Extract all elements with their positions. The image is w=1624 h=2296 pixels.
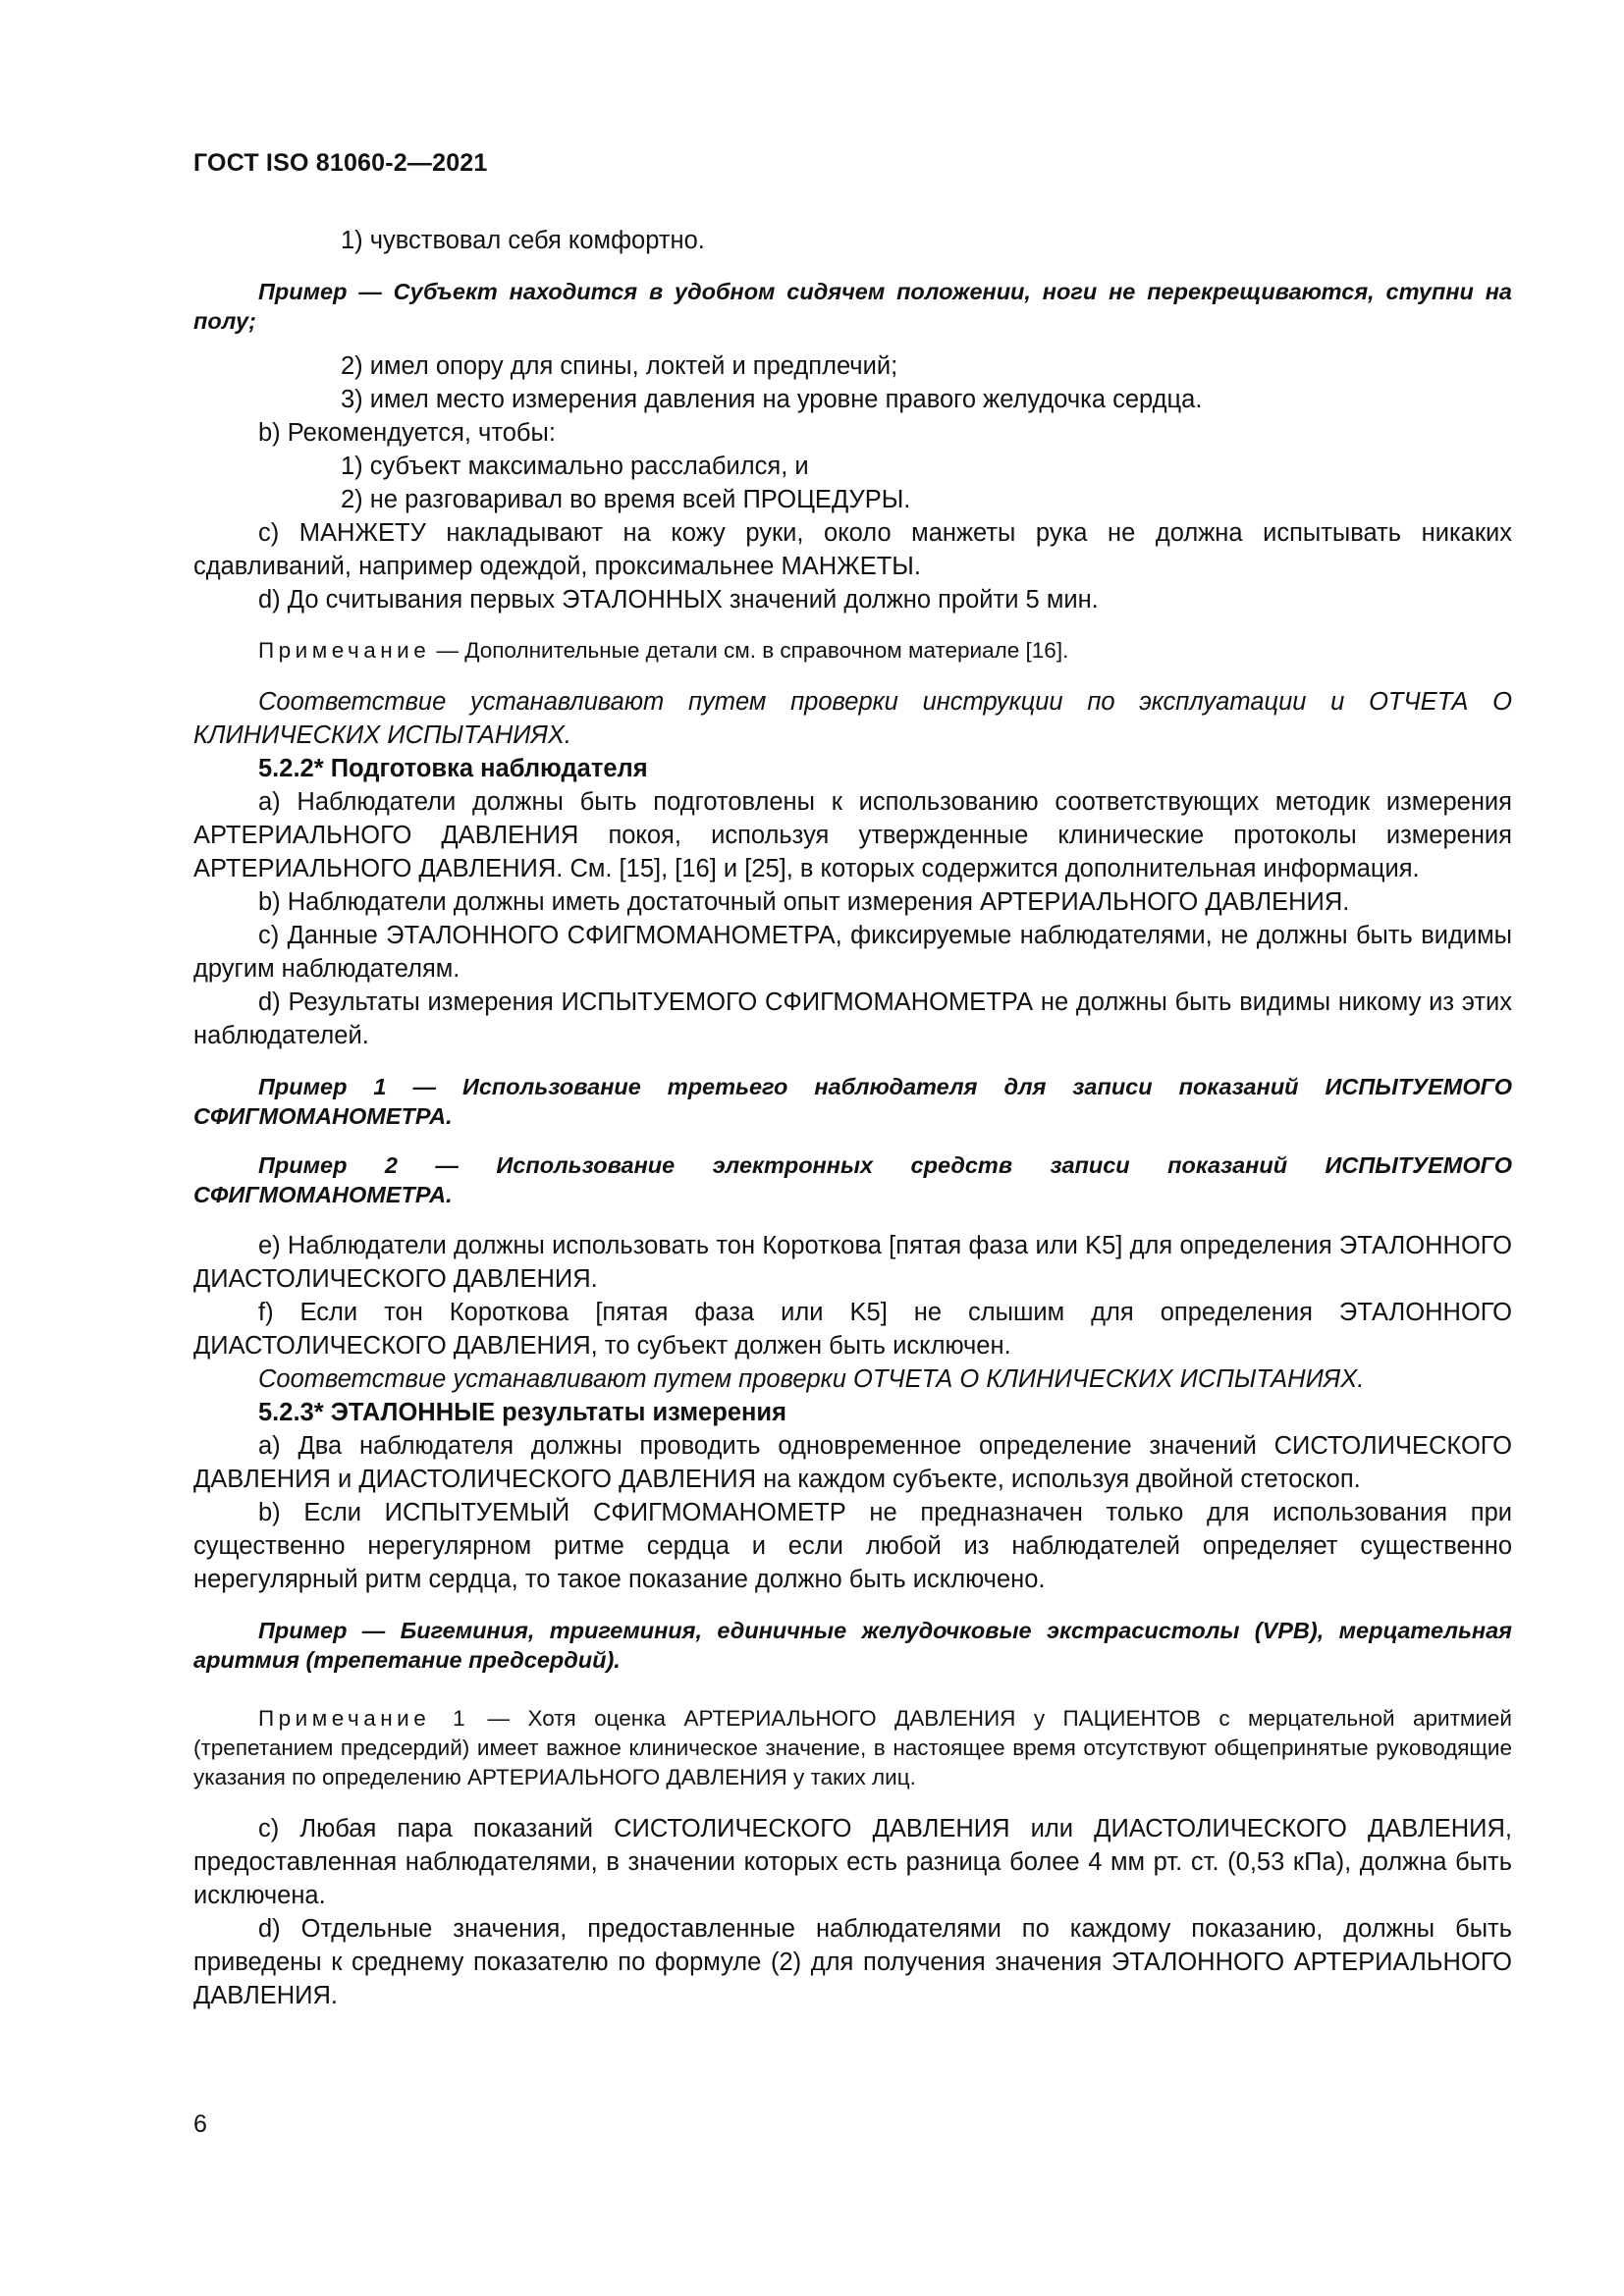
section-heading: 5.2.2* Подготовка наблюдателя (258, 755, 648, 782)
document-body (193, 224, 1512, 2012)
paragraph: d) До считывания первых ЭТАЛОННЫХ значений должно пройти 5 мин. (258, 586, 1099, 614)
paragraph: f) Если тон Короткова [пятая фаза или K5] не слышим для определения ЭТАЛОННОГО ДИАСТОЛИЧЕСКОГО ДАВЛЕНИЯ, то субъект должен быть исключен. (193, 1299, 1512, 1360)
paragraph: b) Если ИСПЫТУЕМЫЙ СФИГМОМАНОМЕТР не предназначен только для использования при существенно нерегулярном ритме сердца и если любой из наблюдателей определяет существенно нерегулярный ритм сердца, то такое показание должно быть исключено. (193, 1499, 1512, 1593)
example-text: Пример 2 — Использование электронных средств записи показаний ИСПЫТУЕМОГО СФИГМОМАНОМЕТРА. (193, 1152, 1512, 1207)
paragraph: c) МАНЖЕТУ накладывают на кожу руки, около манжеты рука не должна испытывать никаких сдавливаний, например одеждой, проксимальнее МАНЖЕТЫ. (193, 519, 1512, 580)
list-item: 1) чувствовал себя комфортно. (341, 227, 705, 254)
note-text: — Дополнительные детали см. в справочном материале [16]. (430, 638, 1069, 663)
note-text: — Хотя оценка АРТЕРИАЛЬНОГО ДАВЛЕНИЯ у ПАЦИЕНТОВ с мерцательной аритмией (трепетанием предсердий) имеет важное клиническое значение, в настоящее время отсутствуют общепринятые руководящие указания по определению АРТЕРИАЛЬНОГО ДАВЛЕНИЯ у таких лиц. (193, 1706, 1513, 1789)
paragraph: c) Данные ЭТАЛОННОГО СФИГМОМАНОМЕТРА, фиксируемые наблюдателями, не должны быть видимы другим наблюдателям. (193, 922, 1512, 983)
paragraph: c) Любая пара показаний СИСТОЛИЧЕСКОГО ДАВЛЕНИЯ или ДИАСТОЛИЧЕСКОГО ДАВЛЕНИЯ, предоставленная наблюдателями, в значении которых есть разница более 4 мм рт. ст. (0,53 кПа), должна быть исключена. (193, 1815, 1512, 1909)
document-id-header: ГОСТ ISO 81060-2—2021 (193, 149, 488, 177)
list-item: b) Рекомендуется, чтобы: (258, 419, 556, 447)
example-text: Пример — Субъект находится в удобном сидячем положении, ноги не перекрещиваются, ступни на полу; (193, 279, 1512, 334)
compliance-text: Соответствие устанавливают путем проверки ОТЧЕТА О КЛИНИЧЕСКИХ ИСПЫТАНИЯХ. (258, 1365, 1365, 1393)
paragraph: a) Два наблюдателя должны проводить одновременное определение значений СИСТОЛИЧЕСКОГО ДАВЛЕНИЯ и ДИАСТОЛИЧЕСКОГО ДАВЛЕНИЯ на каждом субъекте, используя двойной стетоскоп. (193, 1432, 1512, 1493)
paragraph: b) Наблюдатели должны иметь достаточный опыт измерения АРТЕРИАЛЬНОГО ДАВЛЕНИЯ. (258, 888, 1350, 916)
compliance-text: Соответствие устанавливают путем проверки инструкции по эксплуатации и ОТЧЕТА О КЛИНИЧЕСКИХ ИСПЫТАНИЯХ. (193, 688, 1512, 749)
example-text: Пример — Бигеминия, тригеминия, единичные желудочковые экстрасистолы (VPB), мерцательная аритмия (трепетание предсердий). (193, 1618, 1512, 1673)
section-heading: 5.2.3* ЭТАЛОННЫЕ результаты измерения (258, 1399, 786, 1426)
note-label: Примечание 1 (258, 1706, 470, 1731)
page-number: 6 (193, 2110, 207, 2138)
paragraph: d) Результаты измерения ИСПЫТУЕМОГО СФИГМОМАНОМЕТРА не должны быть видимы никому из этих наблюдателей. (193, 988, 1512, 1049)
note-label: Примечание (258, 638, 431, 663)
list-item: 2) имел опору для спины, локтей и предплечий; (341, 352, 898, 380)
note (193, 636, 1512, 666)
paragraph: d) Отдельные значения, предоставленные наблюдателями по каждому показанию, должны быть приведены к среднему показателю по формуле (2) для получения значения ЭТАЛОННОГО АРТЕРИАЛЬНОГО ДАВЛЕНИЯ. (193, 1915, 1512, 2009)
paragraph: a) Наблюдатели должны быть подготовлены к использованию соответствующих методик измерения АРТЕРИАЛЬНОГО ДАВЛЕНИЯ покоя, используя утвержденные клинические протоколы измерения АРТЕРИАЛЬНОГО ДАВЛЕНИЯ. См. [15], [16] и [25], в которых содержится дополнительная информация. (193, 788, 1512, 882)
example-text: Пример 1 — Использование третьего наблюдателя для записи показаний ИСПЫТУЕМОГО СФИГМОМАНОМЕТРА. (193, 1074, 1512, 1129)
paragraph: e) Наблюдатели должны использовать тон Короткова [пятая фаза или K5] для определения ЭТАЛОННОГО ДИАСТОЛИЧЕСКОГО ДАВЛЕНИЯ. (193, 1232, 1512, 1293)
list-item: 3) имел место измерения давления на уровне правого желудочка сердца. (341, 386, 1203, 413)
list-item: 2) не разговаривал во время всей ПРОЦЕДУРЫ. (341, 486, 911, 513)
note (193, 1704, 1512, 1792)
list-item: 1) субъект максимально расслабился, и (341, 453, 809, 480)
